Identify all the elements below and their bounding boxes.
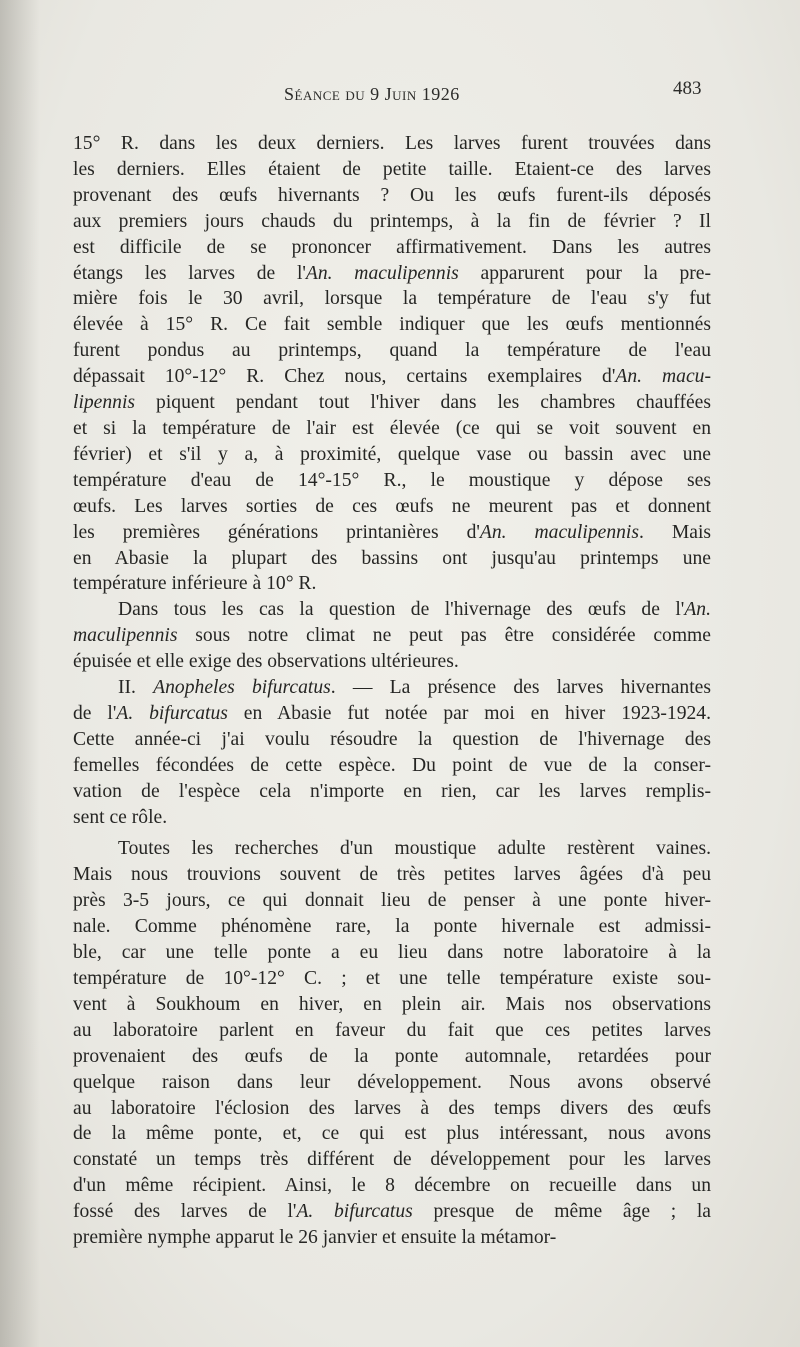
italic-text-run: An. maculipennis [479, 521, 639, 543]
text-run: Dans tous les cas la question de l'hivernage des œufs de l' [118, 599, 685, 621]
text-run: II. [118, 677, 154, 699]
text-run: élevée à 15° R. Ce fait semble indiquer que les œufs mentionnés [73, 314, 711, 336]
text-line [73, 571, 711, 597]
text-line [73, 1018, 711, 1044]
text-run: en Abasie la plupart des bassins ont jusqu'au printemps une [73, 547, 711, 569]
text-run: au laboratoire l'éclosion des larves à des temps divers des œufs [73, 1097, 711, 1119]
text-run: . Mais [638, 521, 712, 543]
text-line [73, 1173, 711, 1199]
body-text [73, 131, 711, 1251]
text-run: vation de l'espèce cela n'importe en rien, car les larves remplis- [73, 780, 711, 802]
italic-text-run: An. maculipennis [305, 262, 459, 284]
text-line [73, 888, 711, 914]
text-run: et si la température de l'air est élevée (ce qui se voit souvent en [73, 417, 711, 439]
text-run: aux premiers jours chauds du printemps, à la fin de février ? Il [73, 210, 711, 232]
text-line [73, 966, 711, 992]
page-gutter-shadow [0, 0, 40, 1347]
text-run: dépassait 10°-12° R. Chez nous, certains exemplaires d' [73, 366, 616, 388]
text-run: d'un même récipient. Ainsi, le 8 décembre on recueille dans un [73, 1175, 711, 1197]
text-run: presque de même âge ; la [412, 1201, 712, 1223]
text-line [73, 235, 711, 261]
text-run: constaté un temps très différent de développement pour les larves [73, 1149, 711, 1171]
text-run: apparurent pour la pre- [458, 262, 711, 284]
text-line [73, 779, 711, 805]
running-header [0, 78, 800, 110]
text-line [73, 701, 711, 727]
italic-text-run: An. [684, 599, 711, 621]
text-line [73, 597, 711, 623]
text-run: femelles fécondées de cette espèce. Du point de vue de la conser- [73, 754, 711, 776]
text-run: sous notre climat ne peut pas être considérée comme [177, 625, 711, 647]
text-line [73, 649, 711, 675]
text-line [73, 209, 711, 235]
text-run: ble, car une telle ponte a eu lieu dans notre laboratoire à la [73, 942, 711, 964]
text-run: . — La présence des larves hivernantes [330, 677, 711, 699]
text-run: étangs les larves de l' [73, 262, 306, 284]
text-line [73, 312, 711, 338]
italic-text-run: maculipennis [73, 625, 178, 647]
text-line [73, 805, 711, 831]
text-line [73, 338, 711, 364]
text-line [73, 442, 711, 468]
text-line [73, 390, 711, 416]
italic-text-run: A. bifurcatus [296, 1201, 413, 1223]
text-run: de la même ponte, et, ce qui est plus intéressant, nous avons [73, 1123, 711, 1145]
text-line [73, 862, 711, 888]
text-run: Cette année-ci j'ai voulu résoudre la question de l'hivernage des [73, 728, 711, 750]
text-run: furent pondus au printemps, quand la température de l'eau [73, 340, 711, 362]
text-run: de l' [73, 702, 117, 724]
text-line [73, 494, 711, 520]
text-line [73, 1096, 711, 1122]
text-run: est difficile de se prononcer affirmativement. Dans les autres [73, 236, 711, 258]
text-line [73, 157, 711, 183]
text-line [73, 468, 711, 494]
text-run: température de 10°-12° C. ; et une telle température existe sou- [73, 968, 711, 989]
text-run: les derniers. Elles étaient de petite taille. Etaient-ce des larves [73, 158, 711, 180]
text-line [73, 1225, 711, 1251]
text-run: piquent pendant tout l'hiver dans les chambres chauffées [135, 392, 711, 414]
text-run: épuisée et elle exige des observations ultérieures. [73, 651, 459, 673]
text-line [73, 623, 711, 649]
text-line [73, 416, 711, 442]
text-run: première nymphe apparut le 26 janvier et ensuite la métamor- [73, 1227, 557, 1249]
text-line [73, 131, 711, 157]
text-line [73, 183, 711, 209]
text-run: quelque raison dans leur développement. Nous avons observé [73, 1071, 711, 1093]
text-line [73, 261, 711, 287]
text-run: 15° R. dans les deux derniers. Les larves furent trouvées dans [73, 133, 711, 154]
text-line [73, 1199, 711, 1225]
text-run: œufs. Les larves sorties de ces œufs ne meurent pas et donnent [73, 495, 711, 517]
text-line [73, 940, 711, 966]
text-line [73, 1121, 711, 1147]
text-run: provenaient des œufs de la ponte automnale, retardées pour [73, 1045, 711, 1067]
header-title: Séance du 9 Juin 1926 [284, 84, 460, 104]
text-run: au laboratoire parlent en faveur du fait que ces petites larves [73, 1019, 711, 1041]
text-run: Mais nous trouvions souvent de très petites larves âgées d'à peu [73, 864, 711, 886]
text-run: près 3-5 jours, ce qui donnait lieu de penser à une ponte hiver- [73, 890, 711, 912]
text-line [73, 546, 711, 572]
text-line [73, 286, 711, 312]
text-run: en Abasie fut notée par moi en hiver 1923-1924. [227, 702, 711, 724]
text-line [73, 1147, 711, 1173]
text-run: sent ce rôle. [73, 806, 168, 828]
italic-text-run: A. bifurcatus [116, 702, 228, 724]
text-run: température inférieure à 10° R. [73, 573, 317, 595]
italic-text-run: Anopheles bifurcatus [153, 677, 331, 699]
text-line [73, 520, 711, 546]
text-run: nale. Comme phénomène rare, la ponte hivernale est admissi- [73, 916, 711, 938]
text-line [73, 992, 711, 1018]
text-line [73, 836, 711, 862]
text-line [73, 1070, 711, 1096]
text-line [73, 914, 711, 940]
text-line [73, 753, 711, 779]
text-run: température d'eau de 14°-15° R., le moustique y dépose ses [73, 469, 711, 491]
page-number: 483 [673, 78, 702, 99]
text-line [73, 364, 711, 390]
text-run: fossé des larves de l' [73, 1201, 297, 1223]
text-run: mière fois le 30 avril, lorsque la température de l'eau s'y fut [73, 288, 711, 310]
text-run: février) et s'il y a, à proximité, quelque vase ou bassin avec une [73, 443, 711, 465]
text-run: les premières générations printanières d' [73, 521, 480, 543]
text-line [73, 1044, 711, 1070]
text-run: provenant des œufs hivernants ? Ou les œufs furent-ils déposés [73, 184, 711, 206]
italic-text-run: An. macu- [615, 366, 712, 388]
text-run: vent à Soukhoum en hiver, en plein air. Mais nos observations [73, 993, 711, 1015]
text-line [73, 675, 711, 701]
italic-text-run: lipennis [73, 392, 136, 414]
text-line [73, 727, 711, 753]
text-run: Toutes les recherches d'un moustique adulte restèrent vaines. [118, 838, 711, 860]
